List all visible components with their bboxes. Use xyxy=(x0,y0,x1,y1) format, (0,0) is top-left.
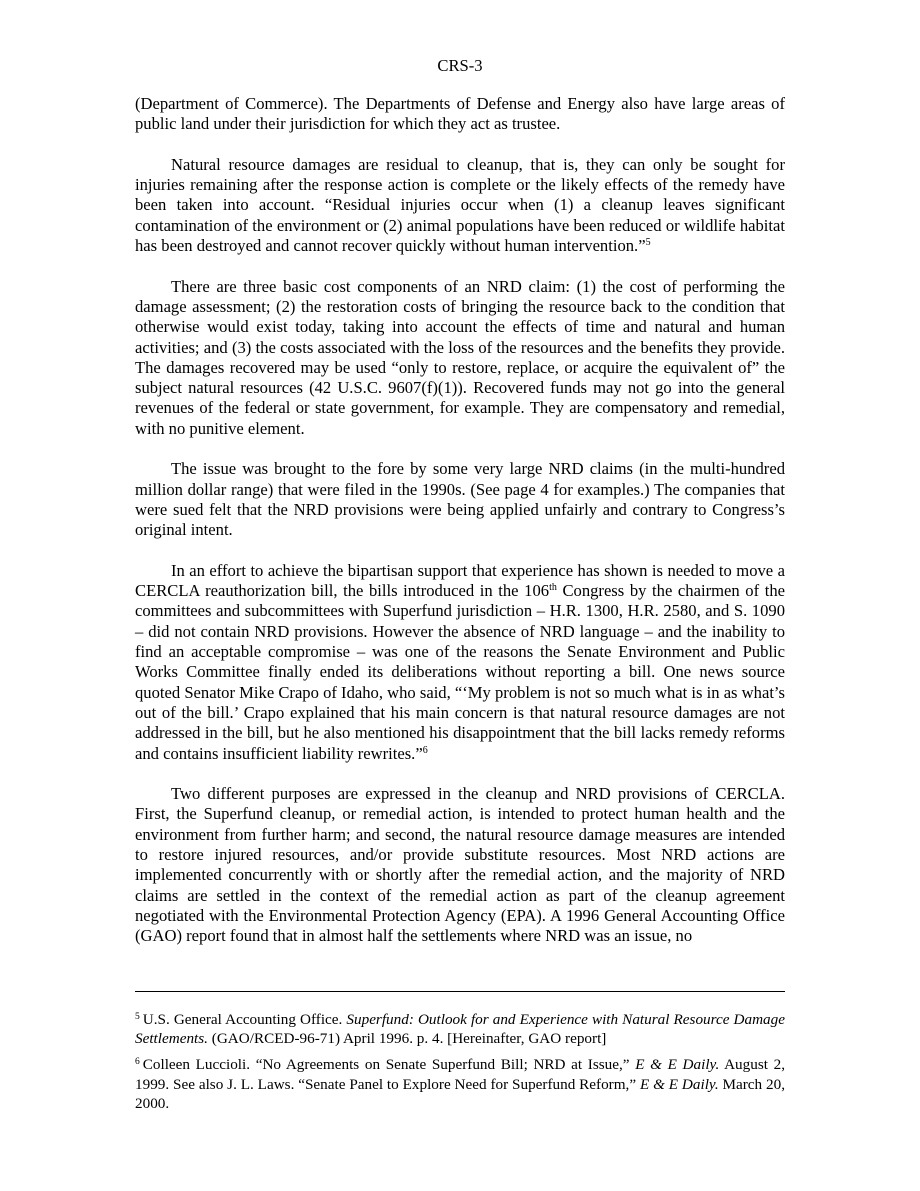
paragraph-text: The issue was brought to the fore by some very large NRD claims (in the multi-hundred million dollar range) that were filed in the 1990s. (See page 4 for examples.) The companies that were sued felt that the NRD provisions were being applied unfairly and contrary to Congress’s original intent. xyxy=(135,459,785,540)
paragraph-text: There are three basic cost components of an NRD claim: (1) the cost of performing the damage assessment; (2) the restoration costs of bringing the resource back to the condition that otherwise would exist today, taking into account the effects of time and natural and human activities; and (3) the costs associated with the loss of the resources and the benefits they provide. The damages recovered may be used “only to restore, replace, or acquire the equivalent of” the subject natural resources (42 U.S.C. 9607(f)(1)). Recovered funds may not go into the general revenues of the federal or state government, for example. They are compensatory and remedial, with no punitive element. xyxy=(135,276,785,438)
paragraph-text: Two different purposes are expressed in the cleanup and NRD provisions of CERCLA. First, the Superfund cleanup, or remedial action, is intended to protect human health and the environment from further harm; and second, the natural resource damage measures are intended to restore injured resources, and/or provide substitute resources. Most NRD actions are implemented concurrently with or shortly after the remedial action, and the majority of NRD claims are settled in the context of the remedial action as part of the cleanup agreement negotiated with the Environmental Protection Agency (EPA). A 1996 General Accounting Office (GAO) report found that in almost half the settlements where NRD was an issue, no xyxy=(135,784,785,946)
footnote-text: U.S. General Accounting Office. xyxy=(142,1011,347,1028)
page-header: CRS-3 xyxy=(437,56,483,75)
paragraph-2 xyxy=(135,155,785,256)
paragraph-text: In an effort to achieve the bipartisan support that experience has shown is needed to move a CERCLA reauthorization bill, the bills introduced in the 106 xyxy=(135,560,785,601)
footnote-ref[interactable]: 5 xyxy=(645,237,651,249)
body-text xyxy=(135,94,785,967)
footnote-title: Superfund: Outlook for and Experience with Natural Resource Damage Settlements. xyxy=(135,1011,785,1048)
paragraph-3 xyxy=(135,277,785,439)
paragraph-text: Natural resource damages are residual to cleanup, that is, they can only be sought for injuries remaining after the response action is complete or the likely effects of the remedy have been taken into account. “Residual injuries occur when (1) a cleanup leaves significant contamination of the environment or (2) animal populations have been reduced or wildlife habitat has been destroyed and cannot recover quickly without human intervention.” xyxy=(135,154,785,256)
footnote-divider xyxy=(135,991,785,992)
footnote-text: August 2, 1999. See also J. L. Laws. “Senate Panel to Explore Need for Superfund Reform,” xyxy=(135,1056,785,1093)
footnote-6 xyxy=(135,1055,785,1113)
paragraph-1 xyxy=(135,94,785,135)
footnote-number: 5 xyxy=(135,1012,140,1022)
footnote-ref[interactable]: 6 xyxy=(422,744,428,756)
footnote-5 xyxy=(135,1010,785,1048)
footnote-text: (GAO/RCED-96-71) April 1996. p. 4. [Hereinafter, GAO report] xyxy=(207,1030,607,1048)
footnote-text: Colleen Luccioli. “No Agreements on Senate Superfund Bill; NRD at Issue,” xyxy=(142,1056,636,1074)
paragraph-4 xyxy=(135,459,785,540)
paragraph-text: (Department of Commerce). The Departments of Defense and Energy also have large areas of public land under their jurisdiction for which they act as trustee. xyxy=(135,94,785,134)
footnote-source: E & E Daily. xyxy=(639,1075,719,1093)
paragraph-5 xyxy=(135,561,785,764)
footnote-source: E & E Daily. xyxy=(635,1056,720,1074)
footnotes xyxy=(135,1010,785,1120)
footnote-number: 6 xyxy=(135,1057,140,1068)
paragraph-6 xyxy=(135,784,785,946)
paragraph-text: Congress by the chairmen of the committees and subcommittees with Superfund jurisdiction – H.R. 1300, H.R. 2580, and S. 1090 – did not contain NRD provisions. However the absence of NRD language – and the inability to find an acceptable compromise – was one of the reasons the Senate Environment and Public Works Committee finally ended its deliberations without reporting a bill. One news source quoted Senator Mike Crapo of Idaho, who said, “‘My problem is not so much what is in as what’s out of the bill.’ Crapo explained that his main concern is that natural resource damages are not addressed in the bill, but he also mentioned his disappointment that the bill lacks remedy reforms and contains insufficient liability rewrites.” xyxy=(135,581,785,763)
ordinal-suffix: th xyxy=(549,582,557,594)
footnote-text: March 20, 2000. xyxy=(135,1075,785,1112)
